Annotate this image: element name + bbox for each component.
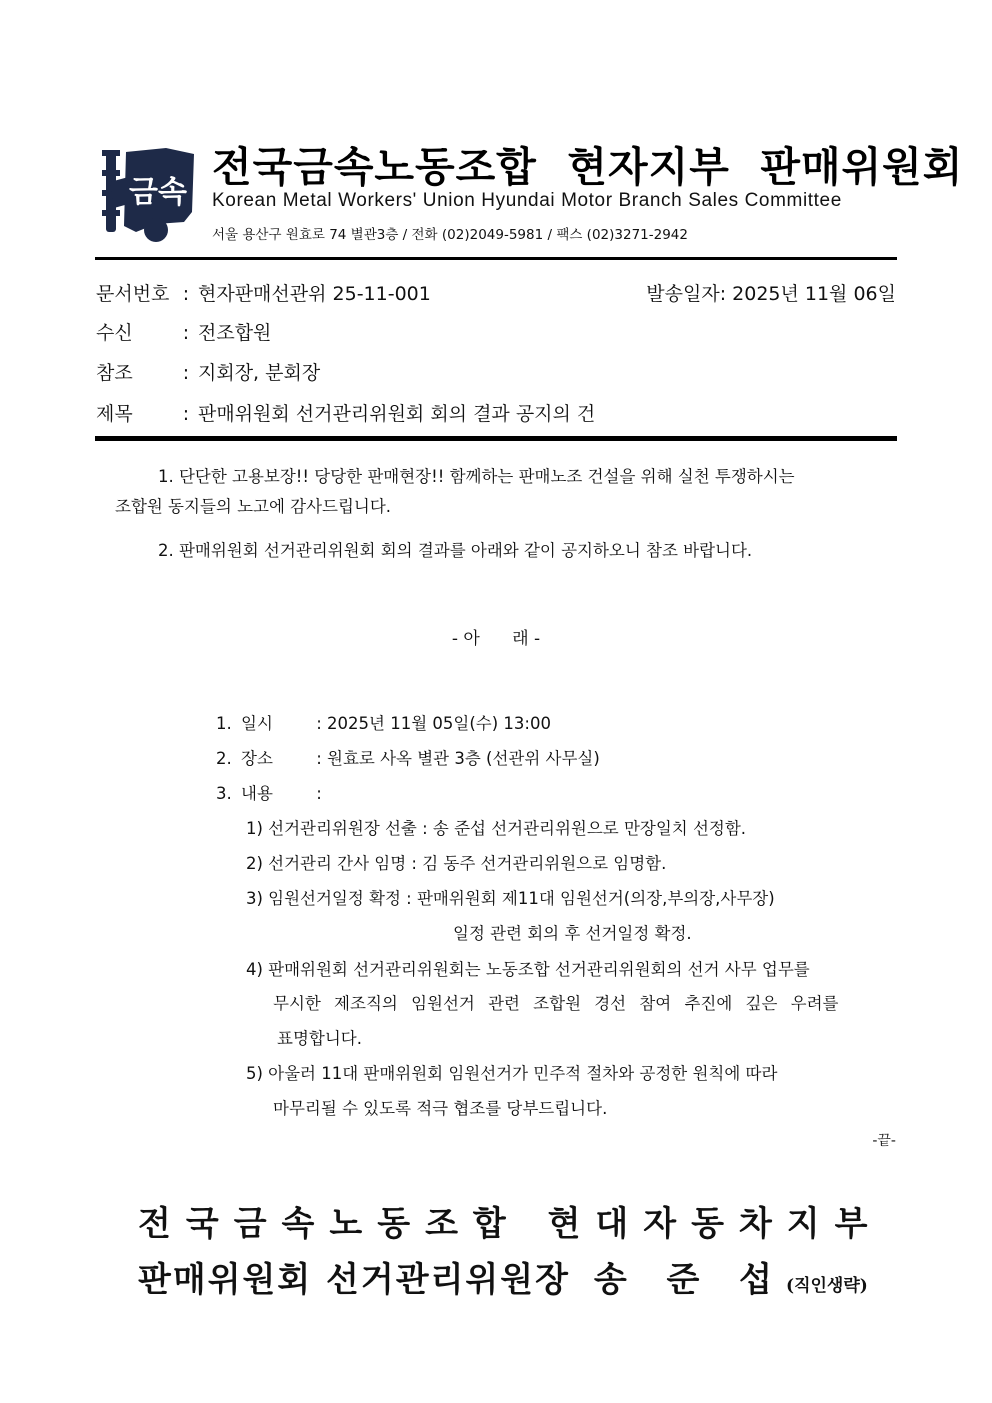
detail-item-location: 2. 장소 : 원효로 사옥 별관 3층 (선관위 사무실) <box>216 745 600 769</box>
logo-text: 금속 <box>129 175 187 210</box>
detail-label-location: 장소 <box>241 749 273 768</box>
content-sub-2: 2) 선거관리 간사 임명 : 김 동주 선거관리위원으로 임명함. <box>246 854 667 873</box>
doc-number-value: 현자판매선관위 25-11-001 <box>198 283 431 305</box>
detail-item-datetime: 1. 일시 : 2025년 11월 05일(수) 13:00 <box>216 710 551 734</box>
subject-row: 제목 : 판매위원회 선거관리위원회 회의 결과 공지의 건 <box>96 399 595 426</box>
signature-org: 전국금속노동조합 현대자동차지부 <box>138 1204 883 1244</box>
union-logo-icon <box>96 142 200 242</box>
reference-label: 참조 <box>96 362 133 384</box>
subject-label: 제목 <box>96 403 133 425</box>
detail-value-location: : 원효로 사옥 별관 3층 (선관위 사무실) <box>316 749 600 768</box>
org-name-korean: 전국금속노동조합 현자지부 판매위원회 <box>212 143 964 191</box>
content-sub-3-line-2: 일정 관련 회의 후 선거일정 확정. <box>453 924 692 943</box>
content-sub-4-line-3: 표명합니다. <box>277 1029 362 1048</box>
doc-number-row: 문서번호 : 현자판매선관위 25-11-001 <box>96 279 431 306</box>
detail-item-content: 3. 내용 : <box>216 780 322 804</box>
recipient-value: 전조합원 <box>198 322 272 344</box>
signature-name: 송 준 섭 <box>593 1260 787 1300</box>
detail-label-content: 내용 <box>241 784 273 803</box>
recipient-label: 수신 <box>96 322 133 344</box>
recipient-row: 수신 : 전조합원 <box>96 318 271 345</box>
signature-title: 판매위원회 선거관리위원장 <box>138 1260 570 1300</box>
org-address: 서울 용산구 원효로 74 별관3층 / 전화 (02)2049-5981 / 팩스 (02)3271-2942 <box>212 227 688 243</box>
detail-value-datetime: : 2025년 11월 05일(수) 13:00 <box>316 714 551 733</box>
doc-number-label: 문서번호 <box>96 283 170 305</box>
detail-label-datetime: 일시 <box>241 714 273 733</box>
paragraph-1-line-2: 조합원 동지들의 노고에 감사드립니다. <box>115 497 392 516</box>
seal-omitted-note: (직인생략) <box>786 1276 868 1296</box>
below-section-title: - 아 래 - <box>451 629 541 649</box>
content-sub-4-line-2: 무시한 제조직의 임원선거 관련 조합원 경선 참여 추진에 깊은 우려를 <box>273 994 839 1013</box>
content-sub-5-line-2: 마무리될 수 있도록 적극 협조를 당부드립니다. <box>273 1099 608 1118</box>
end-mark: -끝- <box>872 1133 896 1149</box>
reference-value: 지회장, 분회장 <box>198 362 321 384</box>
content-sub-1: 1) 선거관리위원장 선출 : 송 준섭 선거관리위원으로 만장일치 선정함. <box>246 819 747 838</box>
reference-row: 참조 : 지회장, 분회장 <box>96 358 320 385</box>
header-divider-bottom <box>95 436 897 441</box>
header-divider-top <box>95 257 897 260</box>
issue-date: 발송일자: 2025년 11월 06일 <box>646 283 896 305</box>
content-sub-5-line-1: 5) 아울러 11대 판매위원회 임원선거가 민주적 절차와 공정한 원칙에 따라 <box>246 1064 778 1083</box>
signature-title-line <box>138 1252 868 1301</box>
org-name-english: Korean Metal Workers' Union Hyundai Motor Branch Sales Committee <box>212 190 842 211</box>
content-sub-4-line-1: 4) 판매위원회 선거관리위원회는 노동조합 선거관리위원회의 선거 사무 업무를 <box>246 960 810 979</box>
content-sub-3-line-1: 3) 임원선거일정 확정 : 판매위원회 제11대 임원선거(의장,부의장,사무장) <box>246 889 775 908</box>
subject-value: 판매위원회 선거관리위원회 회의 결과 공지의 건 <box>198 403 596 425</box>
detail-value-content: : <box>316 784 322 803</box>
paragraph-1-line-1: 1. 단단한 고용보장!! 당당한 판매현장!! 함께하는 판매노조 건설을 위해 실천 투쟁하시는 <box>158 467 795 486</box>
paragraph-2: 2. 판매위원회 선거관리위원회 회의 결과를 아래와 같이 공지하오니 참조 바랍니다. <box>158 541 753 560</box>
